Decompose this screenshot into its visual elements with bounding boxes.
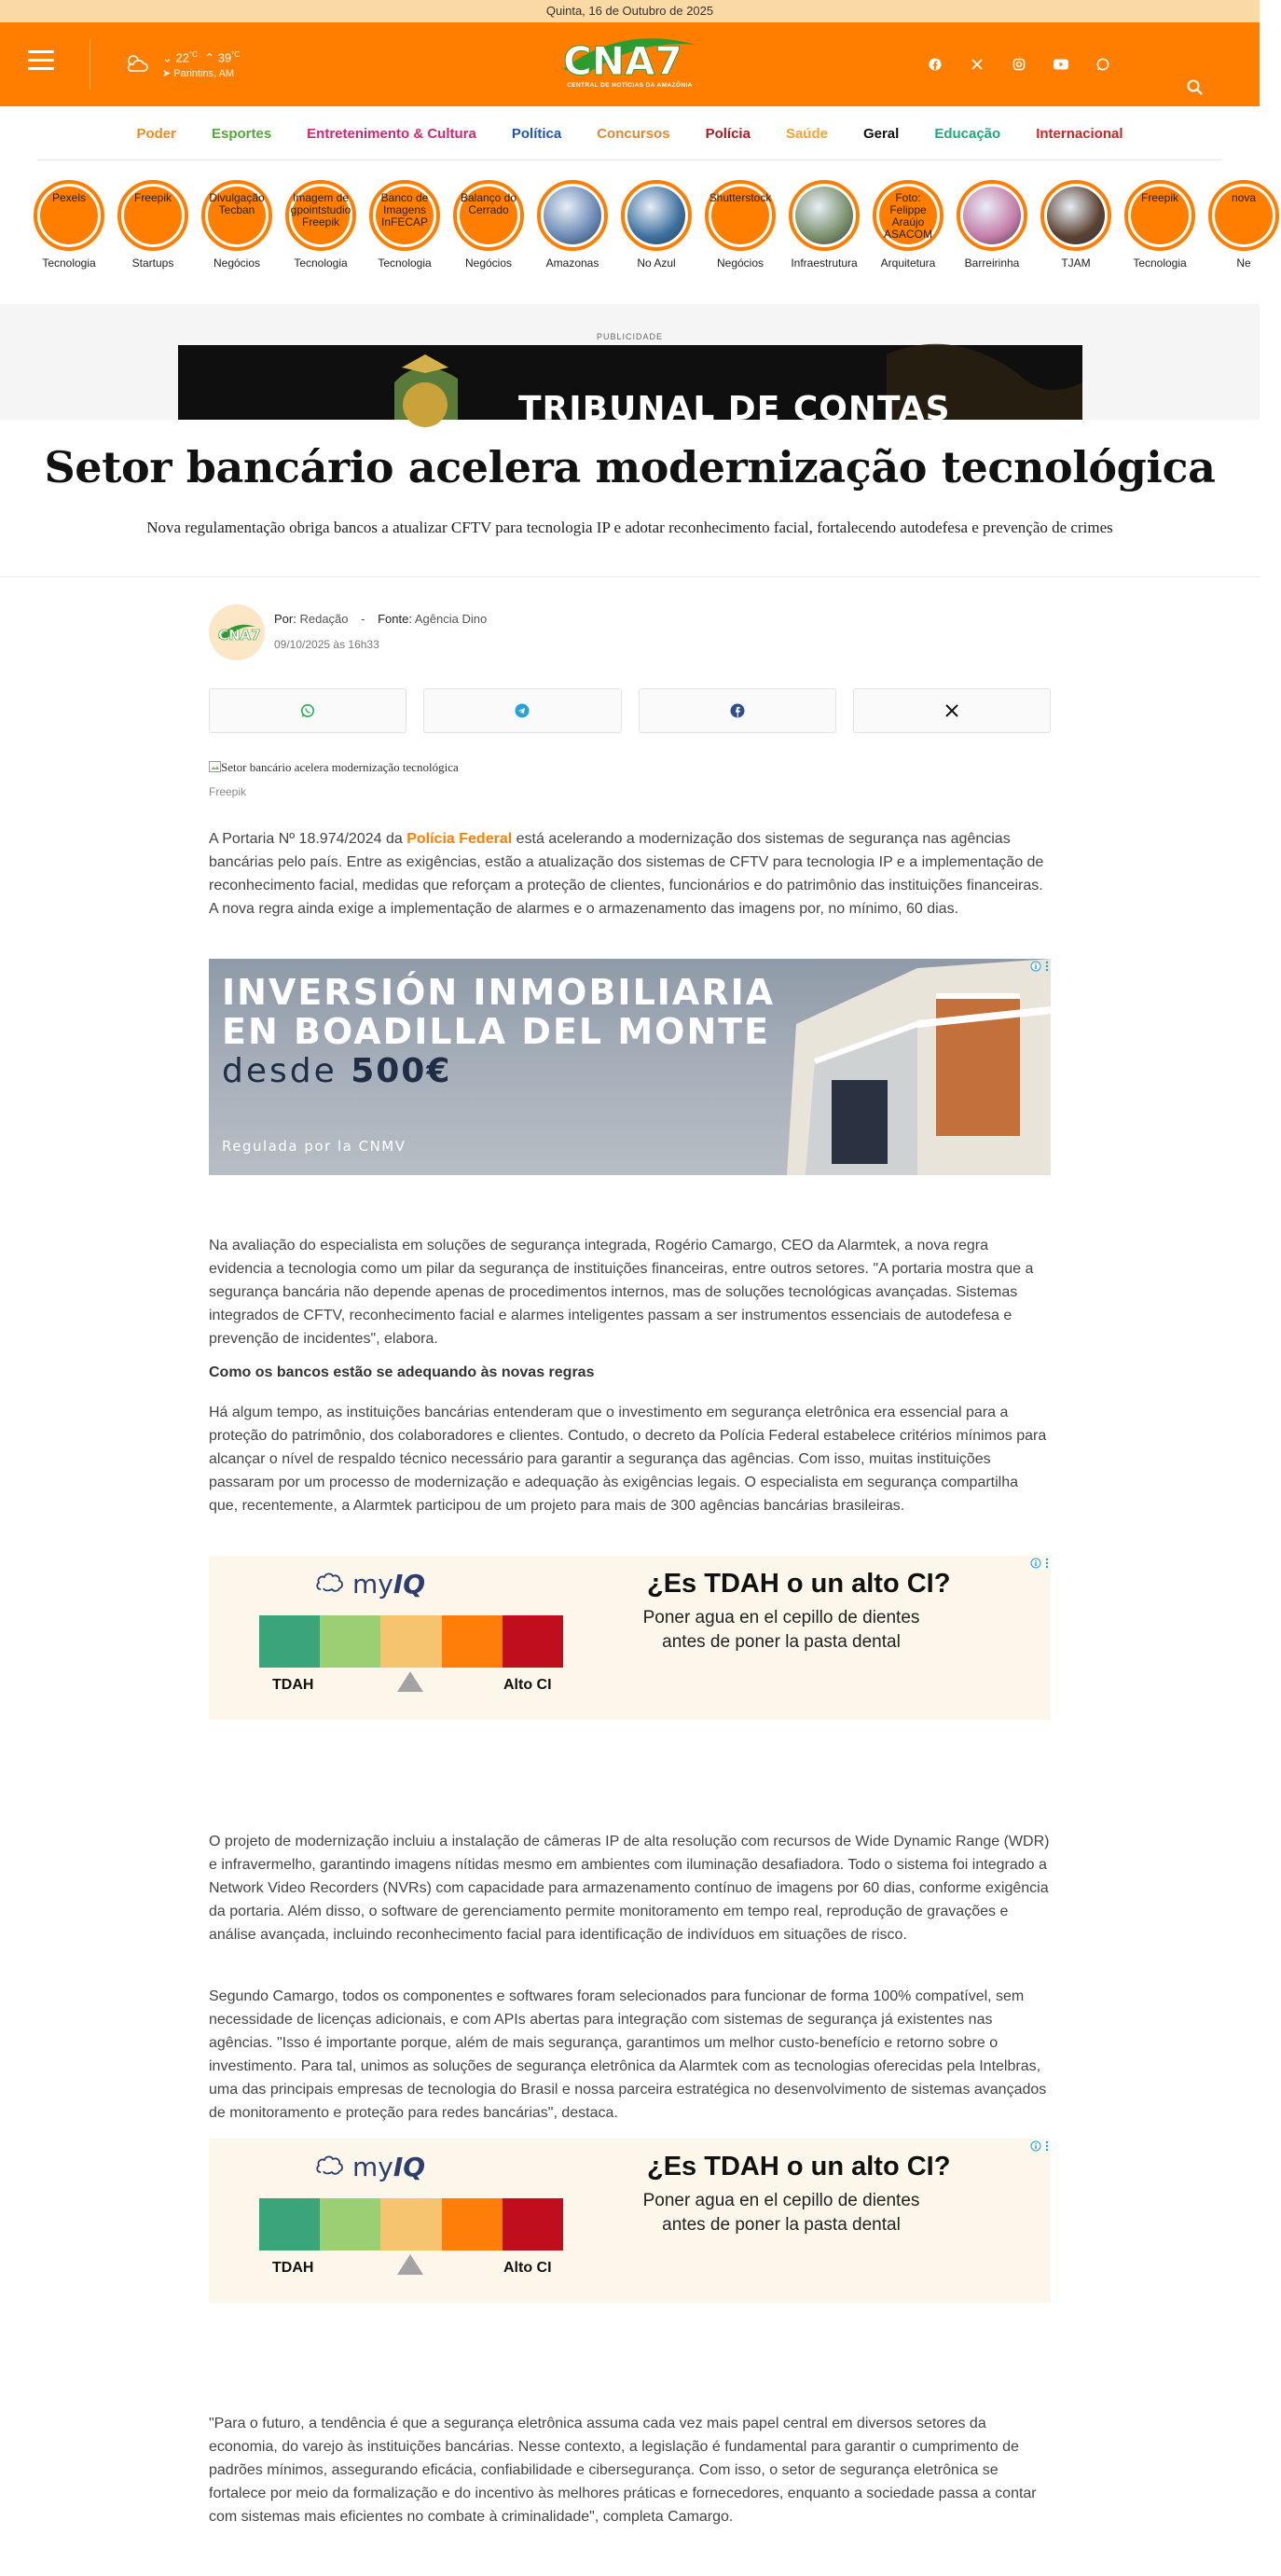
story-thumbnail [957, 180, 1027, 251]
current-date: Quinta, 16 de Outubro de 2025 [545, 4, 714, 18]
story-thumbnail-text: Pexels [40, 187, 98, 244]
article-image [209, 760, 459, 775]
whatsapp-icon [300, 703, 315, 718]
investment-ad-banner[interactable] [209, 959, 1051, 1175]
logo-tagline: CENTRAL DE NOTÍCIAS DA AMAZÔNIA [567, 82, 693, 89]
iq-scale-pointer [397, 2254, 423, 2275]
story-label: Infraestrutura [791, 256, 858, 270]
partly-cloudy-icon [123, 52, 151, 75]
story-label: Ne [1236, 256, 1251, 270]
ad-menu-icon [1045, 2140, 1049, 2152]
x-icon [944, 703, 959, 718]
story-item[interactable] [283, 180, 358, 270]
iq-scale-high-label: Alto CI [503, 2260, 552, 2276]
investment-ad-line-2: EN BOADILLA DEL MONTE [222, 1011, 771, 1052]
story-thumbnail [705, 180, 776, 251]
iq-scale-segment [259, 2198, 320, 2251]
story-item[interactable] [451, 180, 526, 270]
ad-menu-icon [1045, 961, 1049, 972]
publish-datetime: 09/10/2025 às 16h33 [274, 638, 379, 651]
iq-scale-segment [503, 2198, 563, 2251]
nav-item-pol-tica[interactable]: Política [511, 125, 562, 142]
author-avatar [209, 604, 265, 660]
iq-scale-bar [259, 1615, 563, 1668]
share-x-button[interactable] [853, 688, 1051, 733]
story-thumbnail-text: Freepik [124, 187, 182, 244]
story-item[interactable] [871, 180, 945, 270]
search-icon[interactable] [1186, 78, 1205, 97]
story-thumbnail [453, 180, 524, 251]
nav-item-internacional[interactable]: Internacional [1036, 125, 1123, 142]
story-thumbnail-text: Banco de Imagens InFECAP [376, 187, 434, 244]
story-item[interactable] [32, 180, 106, 270]
image-credit: Freepik [209, 785, 247, 798]
story-label: TJAM [1061, 256, 1091, 270]
broken-image-icon [209, 761, 221, 772]
story-label: Tecnologia [378, 256, 432, 270]
share-telegram-button[interactable] [423, 688, 621, 733]
story-label: Amazonas [545, 256, 599, 270]
site-header [0, 22, 1260, 106]
story-thumbnail-text [627, 187, 685, 244]
ad-info-icon [1030, 2140, 1041, 2152]
category-nav [0, 106, 1260, 160]
investment-ad-line-1: INVERSIÓN INMOBILIARIA [222, 972, 776, 1013]
svg-text:CNA7: CNA7 [218, 627, 261, 644]
brain-icon [315, 2154, 347, 2180]
story-thumbnail [201, 180, 272, 251]
nav-item-geral[interactable]: Geral [862, 125, 900, 142]
story-thumbnail [1124, 180, 1195, 251]
iq-scale-segment [320, 1615, 380, 1668]
iq-scale-segment [503, 1615, 563, 1668]
whatsapp-icon[interactable] [1091, 52, 1115, 76]
story-thumbnail [285, 180, 356, 251]
iq-scale-low-label: TDAH [272, 1677, 314, 1693]
nav-divider [37, 159, 1221, 160]
facebook-icon [730, 703, 745, 718]
iq-ad-text: Poner agua en el cepillo de dientes antes de poner la pasta dental [642, 1608, 920, 1652]
iq-scale-segment [380, 1615, 441, 1668]
byline: Por: Redação - Fonte: Agência Dino [274, 612, 488, 626]
story-thumbnail [1208, 180, 1279, 251]
iq-scale-segment [320, 2198, 380, 2251]
story-item[interactable] [116, 180, 190, 270]
story-label: Tecnologia [1133, 256, 1187, 270]
ad-info-icon [1030, 1558, 1041, 1569]
iq-scale-segment [442, 1615, 503, 1668]
ad-info-icon [1030, 961, 1041, 972]
story-thumbnail [789, 180, 860, 251]
iq-scale-low-label: TDAH [272, 2260, 314, 2276]
tribunal-ad-banner[interactable] [178, 345, 1082, 428]
story-item[interactable] [1039, 180, 1113, 270]
story-thumbnail-text: Imagem de gpointstudio Freepik [292, 187, 350, 244]
story-label: Tecnologia [294, 256, 348, 270]
youtube-icon[interactable] [1049, 52, 1073, 76]
title-divider [0, 576, 1260, 577]
site-logo[interactable] [558, 34, 702, 95]
story-item[interactable] [1123, 180, 1197, 270]
ad-label: PUBLICIDADE [596, 332, 664, 341]
story-label: Tecnologia [42, 256, 96, 270]
story-label: Negócios [464, 256, 513, 270]
story-thumbnail-text [544, 187, 601, 244]
nav-item-entretenimento-cultura[interactable]: Entretenimento & Cultura [307, 125, 476, 142]
nav-item-poder[interactable]: Poder [136, 125, 176, 142]
story-label: Negócios [716, 256, 764, 270]
author-name[interactable]: Redação [299, 612, 349, 626]
story-label: Startups [131, 256, 174, 270]
ad-menu-icon [1045, 1558, 1049, 1569]
story-thumbnail [621, 180, 692, 251]
article-paragraph-3: Há algum tempo, as instituições bancárias entenderam que o investimento em segurança eletrônica era essencial para a proteção do patrimônio, dos colaboradores e clientes. Contudo, o decreto da Polícia Federal estabelece critérios mínimos para alcançar o nível de respaldo técnico necessário para garantir a segurança das agências. Com isso, muitas instituições passaram por um processo de modernização e adequação às exigências legais. O especialista em segurança compartilha que, recentemente, a Alarmtek participou de um projeto para mais de 300 agências bancárias brasileiras. [209, 1405, 1047, 1514]
nav-item-sa-de[interactable]: Saúde [785, 125, 828, 142]
story-item[interactable] [619, 180, 694, 270]
myiq-ad-banner-2[interactable] [209, 2139, 1051, 2303]
investment-ad-regulation: Regulada por la CNMV [222, 1138, 406, 1155]
story-item[interactable] [955, 180, 1029, 270]
story-label: No Azul [637, 256, 676, 270]
article-image-alt: Setor bancário acelera modernização tecnológica [221, 760, 459, 774]
myiq-brand: myIQ [352, 1569, 426, 1600]
iq-scale-pointer [397, 1671, 423, 1692]
story-thumbnail [537, 180, 608, 251]
story-thumbnail [117, 180, 188, 251]
article-paragraph-5: Segundo Camargo, todos os componentes e softwares foram selecionados para funcionar de forma 100% compatível, sem necessidade de licenças adicionais, e com APIs abertas para integração com sistemas de segurança já existentes nas agências. "Isso é importante porque, além de mais segurança, garantimos um melhor custo-benefício e retorno sobre o investimento. Para tal, unimos as soluções de segurança eletrônica da Alarmtek com as tecnologias oferecidas pela Intelbras, uma das principais empresas de tecnologia do Brasil e nossa parceira estratégica no desenvolvimento de sistemas avançados de monitoramento e proteção para redes bancárias", destaca. [209, 1988, 1047, 2121]
story-item[interactable] [787, 180, 861, 270]
story-thumbnail-text: Balanço do Cerrado [460, 187, 517, 244]
iq-scale-segment [380, 2198, 441, 2251]
story-item[interactable] [703, 180, 778, 270]
cna7-avatar-icon [216, 622, 261, 644]
story-thumbnail-text [795, 187, 853, 244]
story-label: Arquitetura [880, 256, 936, 270]
temp-min: 22 [175, 50, 189, 65]
temp-max: 39 [217, 50, 232, 65]
story-thumbnail-text: Shutterstock [711, 187, 769, 244]
story-thumbnail-text: Freepik [1131, 187, 1189, 244]
iq-scale-bar [259, 2198, 563, 2251]
share-bar [209, 688, 1051, 733]
investment-ad-price: desde 500€ [222, 1052, 452, 1090]
tribunal-ad-text: TRIBUNAL DE CONTAS [518, 390, 951, 428]
social-links [923, 52, 1115, 76]
facebook-icon[interactable] [923, 52, 947, 76]
ad-choices[interactable] [1030, 961, 1049, 972]
share-facebook-button[interactable] [639, 688, 836, 733]
article-subtitle: Nova regulamentação obriga bancos a atualizar CFTV para tecnologia IP e adotar reconhecimento facial, fortalecendo autodefesa e prevenção de crimes [146, 519, 1113, 536]
section-heading: Como os bancos estão se adequando às novas regras [209, 1364, 595, 1380]
iq-scale-high-label: Alto CI [503, 1677, 552, 1693]
iq-scale-segment [442, 2198, 503, 2251]
story-thumbnail-text [963, 187, 1021, 244]
story-item[interactable] [535, 180, 610, 270]
story-thumbnail-text: Divulgação Tecban [208, 187, 266, 244]
telegram-icon [515, 703, 530, 718]
article-title: Setor bancário acelera modernização tecnológica [44, 442, 1216, 492]
temperature-range: ⌄ $22^{^\circ C}$ ⌃ $39^{^\circ C}$ [162, 50, 241, 65]
story-thumbnail [34, 180, 104, 251]
iq-ad-question: ¿Es TDAH o un alto CI? [647, 1569, 951, 1599]
nav-item-pol-cia[interactable]: Polícia [705, 125, 751, 142]
policia-federal-link[interactable]: Polícia Federal [406, 831, 513, 847]
story-item[interactable] [367, 180, 442, 270]
svg-text:CNA7: CNA7 [563, 38, 682, 84]
x-icon[interactable] [965, 52, 989, 76]
story-label: Barreirinha [964, 256, 1020, 270]
myiq-ad-banner-1[interactable] [209, 1556, 1051, 1720]
story-thumbnail [369, 180, 440, 251]
menu-button[interactable] [28, 50, 54, 71]
article-paragraph-6: "Para o futuro, a tendência é que a segurança eletrônica assuma cada vez mais papel central em diversos setores da economia, do varejo às instituições bancárias. Nesse contexto, a legislação é fundamental para garantir o cumprimento de padrões mínimos, assegurando eficácia, confiabilidade e cibersegurança. Com isso, o setor de segurança eletrônica se fortalece por meio da formalização e do incentivo às melhores práticas e fornecedores, enquanto a sociedade passa a contar com sistemas mais eficientes no combate à criminalidade", completa Camargo. [209, 2416, 1037, 2525]
iq-ad-question: ¿Es TDAH o un alto CI? [647, 2152, 951, 2181]
story-item[interactable] [1206, 180, 1281, 270]
instagram-icon[interactable] [1007, 52, 1031, 76]
iq-ad-text: Poner agua en el cepillo de dientes antes de poner la pasta dental [642, 2191, 920, 2235]
story-thumbnail-text: nova [1215, 187, 1273, 244]
source-name: Agência Dino [414, 612, 488, 626]
story-thumbnail [873, 180, 944, 251]
ad-choices[interactable] [1030, 2140, 1049, 2152]
article-paragraph-1: A Portaria Nº 18.974/2024 da Polícia Federal está acelerando a modernização dos sistemas de segurança nas agências bancárias pelo país. Entre as exigências, estão a atualização dos sistemas de CFTV para tecnologia IP e a implementação de reconhecimento facial, medidas que reforçam a proteção de clientes, funcionários e do patrimônio das instituições financeiras. A nova regra ainda exige a implementação de alarmes e o armazenamento das imagens por, no mínimo, 60 dias. [209, 831, 1044, 917]
ad-choices[interactable] [1030, 1558, 1049, 1569]
story-thumbnail-text: Foto: Felippe Araújo ASACOM [879, 187, 937, 244]
weather-city: ➤ Parintins, AM [162, 68, 235, 79]
article-paragraph-2: Na avaliação do especialista em soluções de segurança integrada, Rogério Camargo, CEO da Alarmtek, a nova regra evidencia a tecnologia como um pilar da segurança de instituições financeiras, entre outros setores. "A portaria mostra que a segurança bancária não depende apenas de procedimentos internos, mas de soluções tecnológicas avançadas. Sistemas integrados de CFTV, reconhecimento facial e alarmes inteligentes passam a ser instrumentos essenciais de autodefesa e prevenção de incidentes", elabora. [209, 1238, 1034, 1347]
myiq-brand: myIQ [352, 2152, 426, 2182]
date-bar [0, 0, 1260, 22]
nav-item-educa-o[interactable]: Educação [934, 125, 1001, 142]
brain-icon [315, 1571, 347, 1597]
cna7-logo-icon [558, 34, 702, 84]
nav-item-concursos[interactable]: Concursos [597, 125, 670, 142]
stories-carousel [32, 180, 1257, 273]
iq-scale-segment [259, 1615, 320, 1668]
nav-item-esportes[interactable]: Esportes [211, 125, 272, 142]
article-paragraph-4: O projeto de modernização incluiu a instalação de câmeras IP de alta resolução com recursos de Wide Dynamic Range (WDR) e infravermelho, garantindo imagens nítidas mesmo em ambientes com iluminação desafiadora. Todo o sistema foi integrado a Network Video Recorders (NVRs) com capacidade para armazenamento contínuo de imagens por 60 dias, conforme exigência da portaria. Além disso, o software de gerenciamento permite monitoramento em tempo real, reprodução de gravações e análise avançada, incluindo reconhecimento facial para identificação de indivíduos em situações de risco. [209, 1834, 1050, 1943]
share-whatsapp-button[interactable] [209, 688, 406, 733]
story-label: Negócios [213, 256, 261, 270]
story-thumbnail [1040, 180, 1111, 251]
story-item[interactable] [200, 180, 274, 270]
story-thumbnail-text [1047, 187, 1105, 244]
